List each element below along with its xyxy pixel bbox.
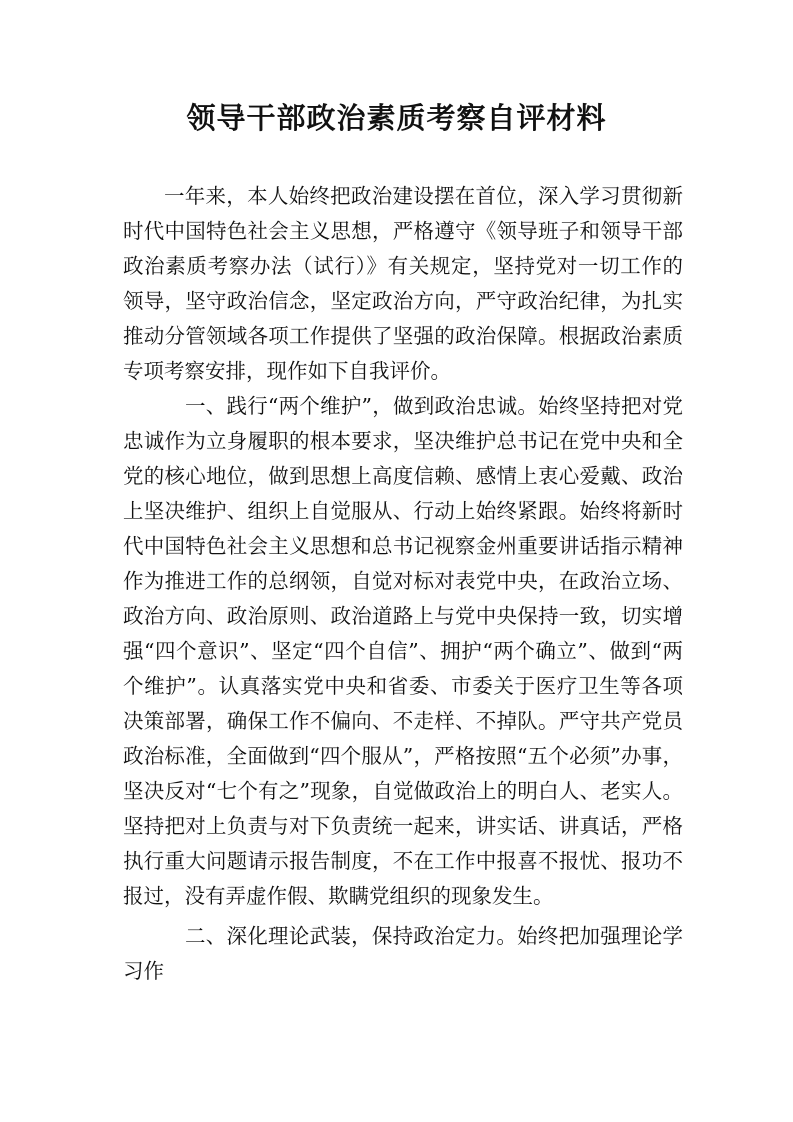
document-body: [123, 179, 683, 989]
document-title: 领导干部政治素质考察自评材料: [186, 101, 607, 135]
paragraph-section-1: 一、践行“两个维护”，做到政治忠诚。始终坚持把对党忠诚作为立身履职的根本要求，坚决维护总书记在党中央和全党的核心地位，做到思想上高度信赖、感情上衷心爱戴、政治上坚决维护、组织上自觉服从、行动上始终紧跟。始终将新时代中国特色社会主义思想和总书记视察金州重要讲话指示精神作为推进工作的总纲领，自觉对标对表党中央，在政治立场、政治方向、政治原则、政治道路上与党中央保持一致，切实增强“四个意识”、坚定“四个自信”、拥护“两个确立”、做到“两个维护”。认真落实党中央和省委、市委关于医疗卫生等各项决策部署，确保工作不偏向、不走样、不掉队。严守共产党员政治标准，全面做到“四个服从”，严格按照“五个必须”办事，坚决反对“七个有之”现象，自觉做政治上的明白人、老实人。坚持把对上负责与对下负责统一起来，讲实话、讲真话，严格执行重大问题请示报告制度，不在工作中报喜不报忧、报功不报过，没有弄虚作假、欺瞒党组织的现象发生。: [123, 394, 683, 908]
paragraph-section-2: 二、深化理论武装，保持政治定力。始终把加强理论学习作: [123, 924, 683, 983]
paragraph-intro: 一年来，本人始终把政治建设摆在首位，深入学习贯彻新时代中国特色社会主义思想，严格遵守《领导班子和领导干部政治素质考察办法（试行）》有关规定，坚持党对一切工作的领导，坚守政治信念，坚定政治方向，严守政治纪律，为扎实推动分管领域各项工作提供了坚强的政治保障。根据政治素质专项考察安排，现作如下自我评价。: [123, 184, 683, 383]
